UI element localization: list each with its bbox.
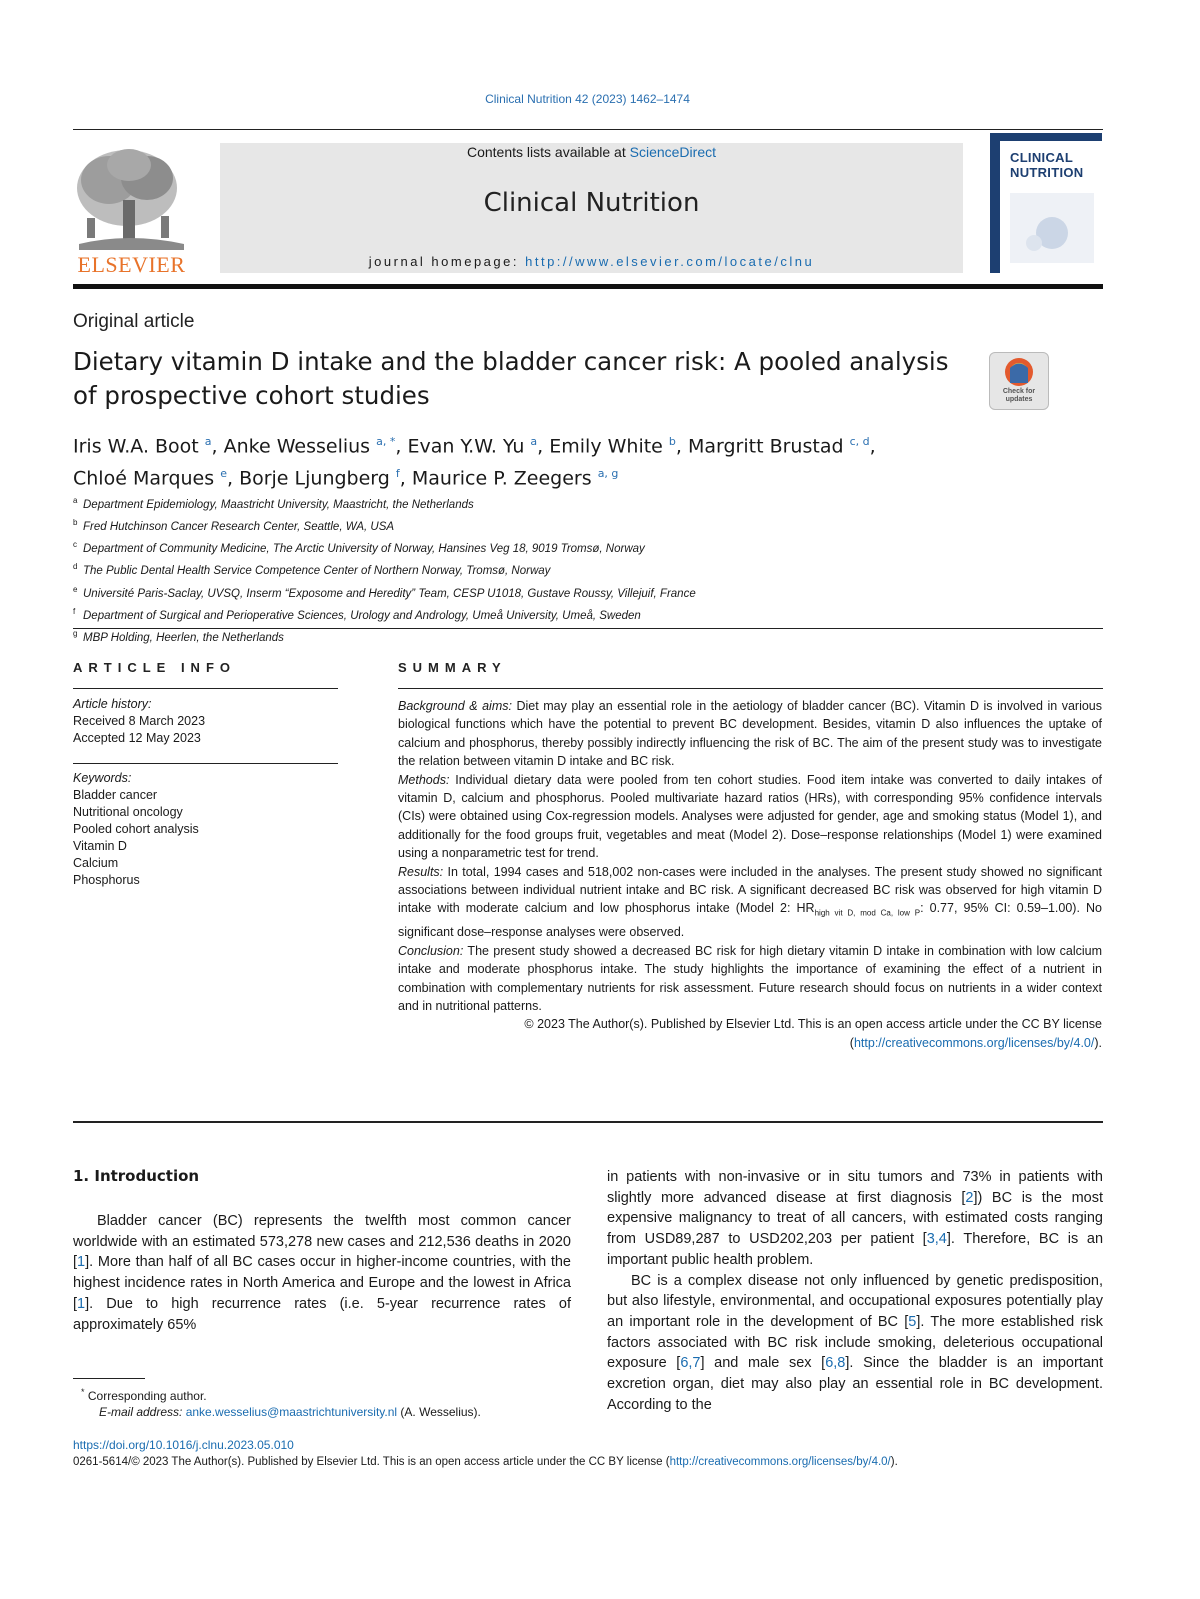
author-affiliation-marker[interactable]: c, d [849,435,870,448]
background-label: Background & aims: [398,699,512,713]
article-history [73,696,338,747]
author-list [73,428,1003,493]
keywords-rule [73,763,338,764]
author-name[interactable]: Maurice P. Zeegers [411,467,598,490]
affiliation-item [73,514,1003,536]
keywords-label: Keywords: [73,771,132,785]
license-link[interactable]: http://creativecommons.org/licenses/by/4.0/ [853,1035,1095,1050]
affiliation-marker: a [73,496,78,505]
corresponding-label: Corresponding author. [87,1389,207,1403]
affiliation-text: Department Epidemiology, Maastricht University, Maastricht, the Netherlands [83,498,474,511]
affiliation-item [73,536,1003,558]
intro-text: BC is a complex disease not only influenced by genetic predisposition, but also lifestyle, environmental, and occupational exposures potentially play an important role in the development of BC [ [607,1272,1103,1330]
affiliation-text: The Public Dental Health Service Competence Center of Northern Norway, Tromsø, Norway [83,565,551,578]
journal-citation: Clinical Nutrition 42 (2023) 1462–1474 [485,92,690,106]
footer-license-link[interactable]: http://creativecommons.org/licenses/by/4.0/ [669,1456,891,1468]
email-note [73,1404,573,1420]
check-for-updates-button[interactable] [989,352,1049,410]
article-info-rule [73,688,338,689]
abstract-background [398,697,1102,771]
affiliation-marker: d [73,562,78,572]
header-rule-thick [73,284,1103,289]
ref-link[interactable]: 6,8 [825,1355,846,1372]
article-title: Dietary vitamin D intake and the bladder cancer risk: A pooled analysis of prospective cohort studies [73,347,949,410]
keyword-list [73,787,338,889]
background-text: Diet may play an essential role in the aetiology of bladder cancer (BC). Vitamin D is involved in various biological functions which have the potential to prevent BC development. Besides, vitamin D also influences the uptake of calcium and phosphorus, thereby possibly indirectly influencing the risk of BC. The aim of the present study was to investigate the relation between vitamin D intake and BC risk. [398,699,1102,769]
email-label: E-mail address: [99,1405,186,1419]
abstract-end-rule [73,1121,1103,1123]
affiliation-text: Department of Surgical and Perioperative Sciences, Urology and Andrology, Umeå University, Umeå, Sweden [83,609,641,622]
ref-link[interactable]: 1 [77,1295,86,1312]
email-suffix: (A. Wesselius). [397,1405,481,1419]
intro-left-column [73,1211,571,1335]
homepage-link[interactable]: http://www.elsevier.com/locate/clnu [525,254,815,269]
intro-text: ]. More than half of all BC cases occur in higher-income countries, with the highest incidence rates in North America and Europe and the lowest in Africa [ [73,1254,571,1312]
cover-title-line1: CLINICAL [1010,150,1074,165]
affiliation-marker: e [73,584,78,594]
affiliation-item [73,558,1003,580]
author-separator: , [211,435,224,458]
abstract-methods [398,771,1102,863]
license-statement: © 2023 The Author(s). Published by Elsevier Ltd. This is an open access article under the CC BY license (http://creativecommons.org/licenses/by/4.0/). [524,1017,1102,1050]
intro-text: ] and male sex [ [700,1355,826,1372]
summary-heading: SUMMARY [398,660,507,675]
ref-link[interactable]: 2 [965,1189,974,1206]
intro-text: ]) BC is the most expensive malignancy to treat of all cancers, with estimated costs ranging from USD89,287 to USD202,203 per patient [ [607,1189,1103,1248]
hr-subscript: high vit D, mod Ca, low P [814,908,921,918]
keyword-item: Nutritional oncology [73,805,183,819]
journal-name: Clinical Nutrition [483,188,700,218]
header-rule-top [73,129,1103,130]
footnote-marker: * [81,1387,85,1397]
keyword-item: Vitamin D [73,839,127,853]
elsevier-wordmark: ELSEVIER [77,252,186,277]
accepted-date: Accepted 12 May 2023 [73,731,201,745]
intro-text: ]. Since the bladder is an important excretion organ, diet may also play an essential role in BC development. According to the [607,1355,1104,1413]
affiliation-item [73,603,1003,625]
author-name[interactable]: Borje Ljungberg [239,467,396,490]
author-affiliation-marker[interactable]: b [668,435,676,448]
affiliation-text: Department of Community Medicine, The Arctic University of Norway, Hansines Veg 18, 9019 Tromsø, Norway [83,543,645,556]
affiliation-rule [73,628,1103,629]
author-separator: , [675,435,688,458]
author-name[interactable]: Anke Wesselius [223,435,377,458]
keyword-item: Phosphorus [73,873,140,887]
author-name[interactable]: Margritt Brustad [687,435,850,458]
results-label: Results: [398,864,444,879]
intro-heading: 1. Introduction [73,1167,200,1185]
author-line-1 [73,428,1003,460]
affiliation-text: MBP Holding, Heerlen, the Netherlands [83,631,284,644]
author-affiliation-marker[interactable]: f [395,467,400,481]
author-line-2 [73,460,1003,492]
affiliation-item [73,492,1003,514]
article-info-heading: ARTICLE INFO [73,660,236,675]
affiliation-marker: c [73,540,77,550]
author-affiliation-marker[interactable]: a [530,435,538,448]
author-separator: , [395,435,408,458]
author-affiliation-marker[interactable]: e [220,467,227,481]
affiliation-text: Université Paris-Saclay, UVSQ, Inserm “Exposome and Heredity” Team, CESP U1018, Gustave Roussy, Villejuif, France [83,587,696,600]
sciencedirect-link[interactable]: ScienceDirect [629,144,716,160]
homepage-label: journal homepage: [368,254,526,269]
author-separator: , [226,467,240,490]
conclusion-label: Conclusion: [398,943,464,958]
intro-text: ]. Therefore, BC is an important public health problem. [607,1231,1104,1268]
intro-text: in patients with non-invasive or in situ tumors and 73% in patients with slightly more advanced disease at first diagnosis [ [607,1169,1103,1206]
author-separator: , [399,467,412,490]
received-date: Received 8 March 2023 [73,714,206,728]
copyright-line [73,1454,1113,1470]
contents-line [220,144,963,160]
crossmark-label: Check for updates [1002,388,1036,403]
keyword-item: Bladder cancer [73,788,158,802]
journal-cover [990,133,1102,273]
ref-link[interactable]: 1 [77,1254,86,1271]
intro-right-column [607,1167,1103,1415]
abstract-results [398,863,1102,942]
author-affiliation-marker[interactable]: a [204,435,212,448]
results-text: In total, 1994 cases and 518,002 non-cases were included in the analyses. The present study showed no significant associations between individual nutrient intake and BC risk. A significant decreased BC risk was observed for high vitamin D intake with moderate calcium and low phosphorus intake (Model 2: HR [398,864,1102,916]
corresponding-note [73,1384,573,1404]
author-name[interactable]: Chloé Marques [73,467,221,490]
contents-prefix: Contents lists available at [466,144,630,160]
author-affiliation-marker[interactable]: a, * [376,435,396,448]
author-name[interactable]: Iris W.A. Boot [73,435,205,458]
author-name[interactable]: Evan Y.W. Yu [407,435,531,458]
keyword-item: Pooled cohort analysis [73,822,199,836]
elsevier-logo [69,140,194,275]
email-link[interactable]: anke.wesselius@maastrichtuniversity.nl [185,1405,398,1419]
issn-suffix: ). [890,1456,898,1468]
intro-text: ]. Due to high recurrence rates (i.e. 5-year recurrence rates of approximately 65% [73,1295,571,1333]
footnote [73,1384,573,1420]
ref-link[interactable]: 5 [908,1313,917,1330]
summary-rule [398,688,1103,689]
methods-text: Individual dietary data were pooled from ten cohort studies. Food item intake was converted to daily intakes of vitamin D, calcium and phosphorus. Pooled multivariate hazard ratios (HRs), with corresponding 95% confidence intervals (CIs) were obtained using Cox-regression models. Analyses were adjusted for gender, age and smoking status (Model 1), and additionally for the food groups fruit, vegetables and meat (Model 2). Dose–response relationships (Model 1) were examined using a nonparametric test for trend. [398,772,1102,861]
footnote-rule [73,1378,145,1379]
intro-paragraph-1 [73,1211,571,1335]
author-separator: , [537,435,550,458]
affiliation-marker: g [73,628,78,638]
article-type: Original article [73,311,195,332]
doi-link[interactable]: https://doi.org/10.1016/j.clnu.2023.05.010 [73,1438,294,1452]
crossmark-icon [990,353,1048,389]
affiliation-marker: b [73,518,78,528]
license-text: © 2023 The Author(s). Published by Elsevier Ltd. This is an open access article under the CC BY license [524,1017,1102,1032]
affiliation-marker: f [73,606,76,616]
cover-title-line2: NUTRITION [1010,165,1084,180]
cover-droplet-icon [1010,193,1094,263]
affiliation-text: Fred Hutchinson Cancer Research Center, Seattle, WA, USA [83,520,395,533]
methods-label: Methods: [398,772,450,787]
history-label: Article history: [73,697,152,711]
intro-text: ]. The more established risk factors associated with BC risk include smoking, deleterious occupational exposure [ [607,1313,1103,1372]
affiliation-item [73,581,1003,603]
abstract-conclusion [398,942,1102,1016]
keyword-item: Calcium [73,856,119,870]
conclusion-text: The present study showed a decreased BC risk for high dietary vitamin D intake in combination with low calcium intake and moderate phosphorus intake. The study highlights the importance of examining the effect of a nutrient in combination with complementary nutrients for risk assessment. Future research should focus on nutrients in a wider context and in nutritional patterns. [398,943,1102,1013]
ref-link[interactable]: 3,4 [926,1231,947,1248]
abstract [398,697,1102,1052]
author-name[interactable]: Emily White [549,435,669,458]
ref-link[interactable]: 6,7 [680,1355,701,1372]
results-text-end: : 0.77, 95% CI: 0.59–1.00). No significant dose–response analyses were observed. [398,901,1102,940]
issn-text: 0261-5614/© 2023 The Author(s). Published by Elsevier Ltd. This is an open access article under the CC BY license ( [73,1456,670,1468]
affiliation-list [73,492,1003,647]
author-affiliation-marker[interactable]: a, g [597,467,619,481]
keywords-block [73,770,338,889]
author-separator: , [869,435,876,458]
journal-homepage [220,254,963,269]
intro-paragraph-1-cont [607,1167,1103,1271]
intro-paragraph-2 [607,1271,1103,1416]
intro-text: Bladder cancer (BC) represents the twelfth most common cancer worldwide with an estimated 573,278 new cases and 212,536 deaths in 2020 [ [73,1213,571,1271]
